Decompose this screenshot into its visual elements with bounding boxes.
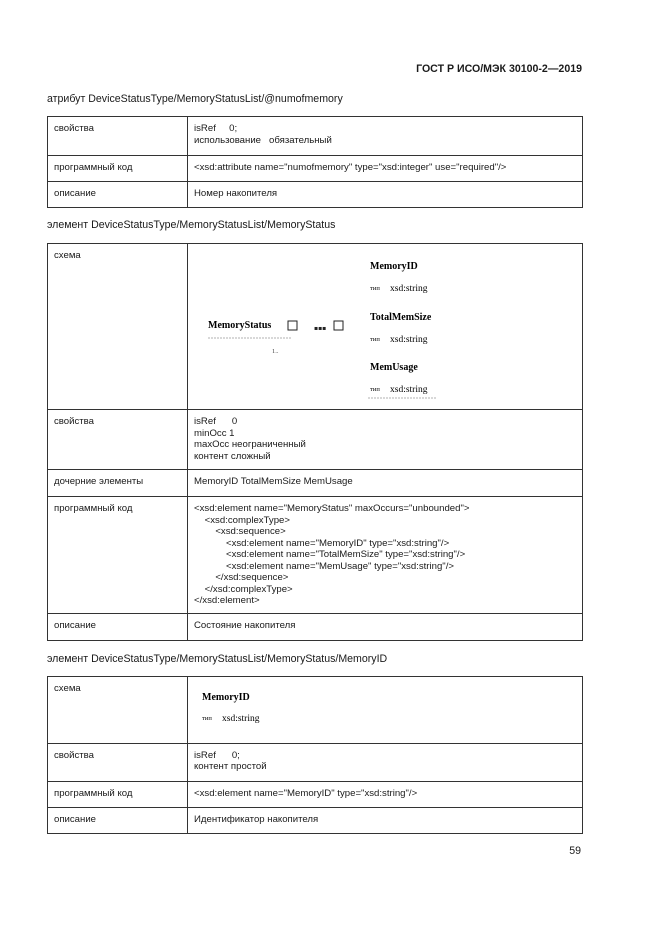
description-value: Состояние накопителя <box>188 614 583 641</box>
code-value: <xsd:element name="MemoryID" type="xsd:string"/> <box>188 781 583 807</box>
section1-table <box>47 116 583 208</box>
description-value: Номер накопителя <box>188 182 583 208</box>
standard-header: ГОСТ Р ИСО/МЭК 30100-2—2019 <box>416 63 582 75</box>
schema-diagram <box>188 677 583 744</box>
properties-line: isRef 0 <box>194 416 238 427</box>
schema-svg <box>194 250 584 400</box>
properties-line: maxOcc неограниченный <box>194 439 306 450</box>
schema-ellipsis: ▪▪▪ <box>314 325 327 332</box>
code-label: программный код <box>48 781 188 807</box>
properties-label: свойства <box>48 410 188 470</box>
description-label: описание <box>48 807 188 833</box>
schema-type-label: тип <box>202 715 212 722</box>
description-label: описание <box>48 182 188 208</box>
schema-child-name: MemUsage <box>370 362 418 373</box>
schema-label: схема <box>48 244 188 410</box>
properties-line: контент простой <box>194 761 267 772</box>
code-label: программный код <box>48 497 188 614</box>
schema-child-type: xsd:string <box>390 335 428 345</box>
section1-title: атрибут DeviceStatusType/MemoryStatusList/@numofmemory <box>47 93 343 105</box>
properties-line: minOcc 1 <box>194 427 235 439</box>
description-value: Идентификатор накопителя <box>188 807 583 833</box>
schema-child-type: xsd:string <box>390 385 428 395</box>
schema-svg <box>194 683 314 733</box>
page-number: 59 <box>569 845 581 857</box>
section2-table <box>47 243 583 641</box>
properties-line: контент сложный <box>194 450 271 462</box>
code-value <box>188 497 583 614</box>
code-value: <xsd:attribute name="numofmemory" type="xsd:integer" use="required"/> <box>188 156 583 182</box>
schema-child-type: xsd:string <box>390 284 428 294</box>
schema-child-name: TotalMemSize <box>370 312 432 323</box>
children-label: дочерние элементы <box>48 470 188 497</box>
schema-element-name: MemoryID <box>202 692 250 703</box>
schema-child-name: MemoryID <box>370 261 418 272</box>
code-line: <xsd:element name="MemoryStatus" maxOccurs="unbounded"> <box>194 503 470 514</box>
code-line: <xsd:element name="MemoryID" type="xsd:string"/> <box>194 537 450 549</box>
properties-line: isRef 0; <box>194 749 240 761</box>
schema-type: xsd:string <box>222 714 260 724</box>
properties-label: свойства <box>48 117 188 156</box>
schema-child-type-label: тип <box>370 336 380 343</box>
code-line: <xsd:complexType> <box>194 514 290 526</box>
schema-child-type-label: тип <box>370 386 380 393</box>
schema-sequence-box <box>334 321 343 330</box>
schema-label: схема <box>48 677 188 744</box>
schema-diagram <box>188 244 583 410</box>
section2-title: элемент DeviceStatusType/MemoryStatusList/MemoryStatus <box>47 219 336 231</box>
section3-table <box>47 676 583 834</box>
children-value: MemoryID TotalMemSize MemUsage <box>188 470 583 497</box>
schema-child-type-label: тип <box>370 285 380 292</box>
properties-line: isRef 0; <box>194 123 238 134</box>
schema-occurs: 1.. <box>272 348 279 355</box>
schema-root-name: MemoryStatus <box>208 320 272 331</box>
section3-title: элемент DeviceStatusType/MemoryStatusList/MemoryStatus/MemoryID <box>47 653 388 665</box>
code-line: </xsd:element> <box>194 595 260 606</box>
properties-label: свойства <box>48 743 188 781</box>
code-label: программный код <box>48 156 188 182</box>
properties-line: использование обязательный <box>194 134 332 146</box>
properties-value <box>188 743 583 781</box>
code-line: <xsd:element name="TotalMemSize" type="xsd:string"/> <box>194 549 466 560</box>
code-line: </xsd:sequence> <box>194 572 289 583</box>
description-label: описание <box>48 614 188 641</box>
schema-root-box <box>288 321 297 330</box>
properties-value <box>188 410 583 470</box>
code-line: <xsd:element name="MemUsage" type="xsd:string"/> <box>194 560 454 572</box>
code-line: <xsd:sequence> <box>194 526 286 537</box>
code-line: </xsd:complexType> <box>194 583 293 595</box>
properties-value <box>188 117 583 156</box>
